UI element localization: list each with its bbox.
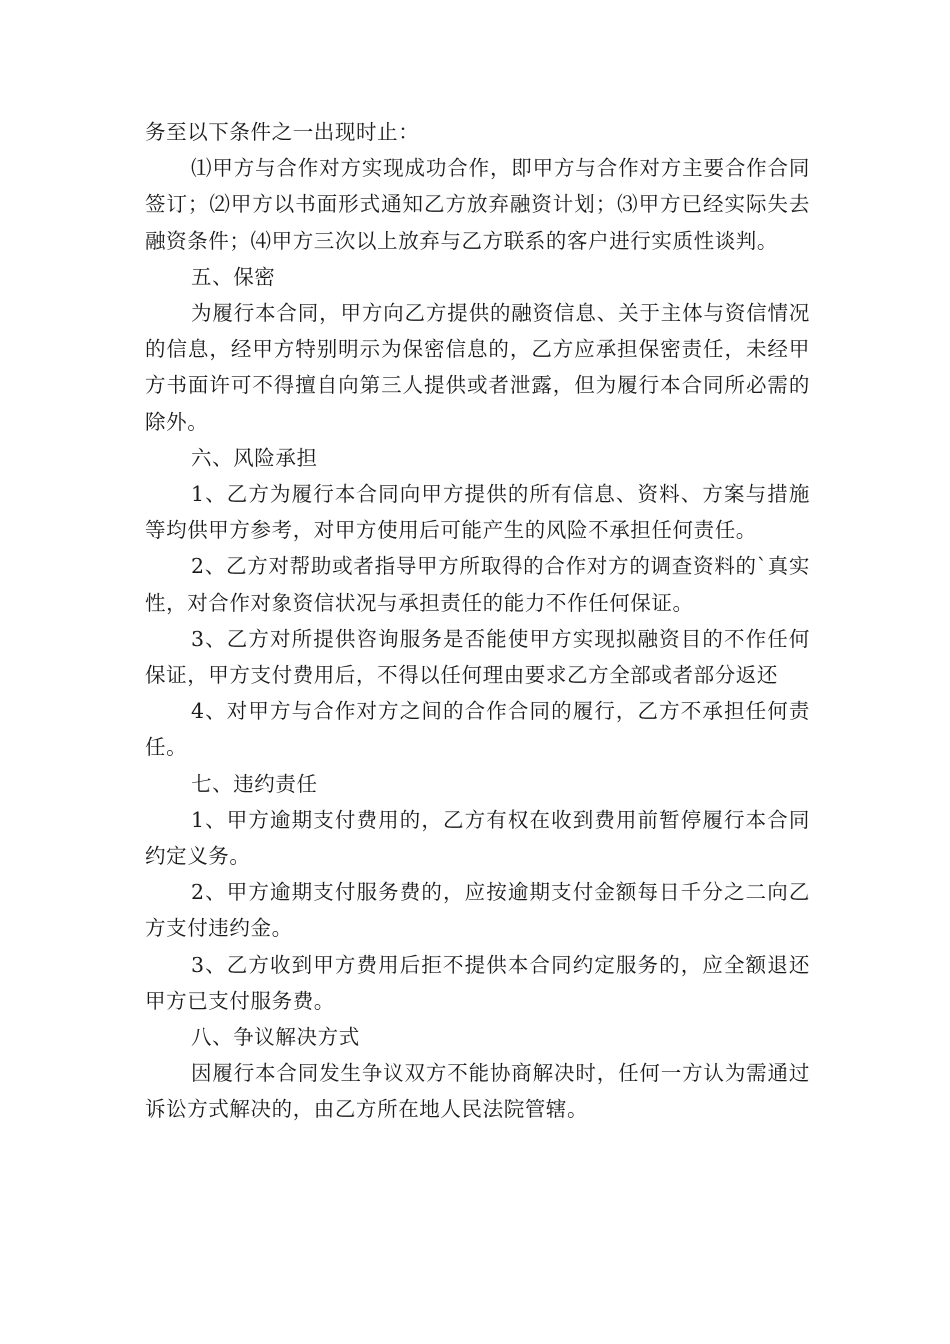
paragraph-continuation: 务至以下条件之一出现时止： <box>145 120 420 144</box>
document-body <box>145 114 810 1128</box>
section-heading-dispute: 八、争议解决方式 <box>191 1025 360 1050</box>
section-heading-risk: 六、风险承担 <box>191 445 318 470</box>
paragraph-risk-1: 1、乙方为履行本合同向甲方提供的所有信息、资料、方案与措施等均供甲方参考，对甲方使用后可能产生的风险不承担任何责任。 <box>145 482 810 543</box>
paragraph-breach-3: 3、乙方收到甲方费用后拒不提供本合同约定服务的，应全额退还甲方已支付服务费。 <box>145 952 810 1013</box>
paragraph-termination-conditions: ⑴甲方与合作对方实现成功合作，即甲方与合作对方主要合作合同签订；⑵甲方以书面形式通知乙方放弃融资计划；⑶甲方已经实际失去融资条件；⑷甲方三次以上放弃与乙方联系的客户进行实质性谈判。 <box>145 156 810 253</box>
paragraph-breach-1: 1、甲方逾期支付费用的，乙方有权在收到费用前暂停履行本合同约定义务。 <box>145 807 810 869</box>
paragraph-dispute: 因履行本合同发生争议双方不能协商解决时，任何一方认为需通过诉讼方式解决的，由乙方所在地人民法院管辖。 <box>145 1061 810 1122</box>
paragraph-confidentiality: 为履行本合同，甲方向乙方提供的融资信息、关于主体与资信情况的信息，经甲方特别明示为保密信息的，乙方应承担保密责任，未经甲方书面许可不得擅自向第三人提供或者泄露，但为履行本合同所必需的除外。 <box>145 301 810 434</box>
section-heading-breach: 七、违约责任 <box>191 771 318 796</box>
paragraph-breach-2: 2、甲方逾期支付服务费的，应按逾期支付金额每日千分之二向乙方支付违约金。 <box>145 880 810 941</box>
paragraph-risk-4: 4、对甲方与合作对方之间的合作合同的履行，乙方不承担任何责任。 <box>145 699 810 760</box>
paragraph-risk-2: 2、乙方对帮助或者指导甲方所取得的合作对方的调查资料的`真实性，对合作对象资信状况与承担责任的能力不作任何保证。 <box>145 554 810 615</box>
section-heading-confidentiality: 五、保密 <box>191 264 276 289</box>
paragraph-risk-3: 3、乙方对所提供咨询服务是否能使甲方实现拟融资目的不作任何保证，甲方支付费用后，不得以任何理由要求乙方全部或者部分返还 <box>145 626 810 688</box>
